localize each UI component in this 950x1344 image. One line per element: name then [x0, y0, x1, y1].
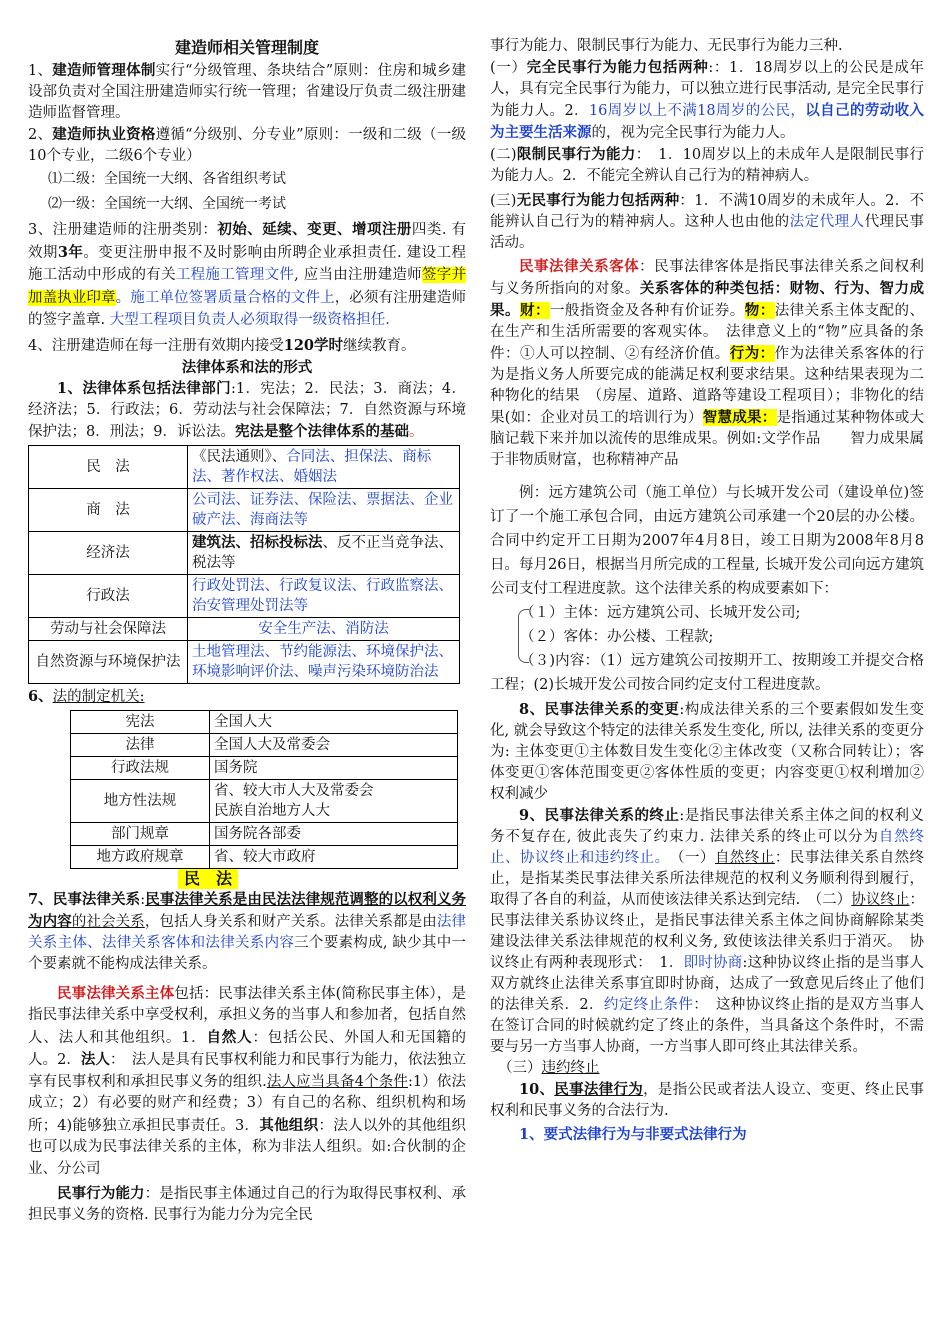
para-breach-termination: （三）违约终止 [498, 1060, 600, 1076]
law-list-cell: 《民法通则》、合同法、担保法、商标法、著作权法、婚姻法 [188, 445, 460, 488]
example-object: （２）客体：办公楼、工程款; [520, 629, 714, 645]
law-table-row [29, 531, 460, 574]
law-category-cell: 民 法 [29, 445, 188, 488]
law-table-row [29, 488, 460, 531]
para-education: 4、注册建造师在每一注册有效期内接受120学时继续教育。 [28, 336, 416, 354]
qualification-level-2: ⑴二级：全国统一大纲、各省组织考试 [48, 171, 286, 187]
law-form-cell: 地方性法规 [71, 779, 210, 822]
brace-mark [518, 609, 529, 663]
law-department-table [28, 445, 460, 684]
example-subject: （１）主体：远方建筑公司、长城开发公司; [520, 605, 801, 621]
para-no-capacity: (三)无民事行为能力包括两种：1．不满10周岁的未成年人。2．不能辨认自己行为的精神病人。这种人也由他的法定代理人代理民事活动。 [490, 192, 925, 251]
law-form-cell: 地方政府规章 [71, 845, 210, 868]
law-form-cell: 行政法规 [71, 756, 210, 779]
law-list-cell: 行政处罚法、行政复议法、行政监察法、治安管理处罚法等 [188, 574, 460, 617]
law-list-cell: 安全生产法、消防法 [188, 617, 460, 640]
law-maker-cell: 国务院各部委 [210, 822, 458, 845]
law-category-cell: 经济法 [29, 531, 188, 574]
law-form-cell: 宪法 [71, 710, 210, 733]
example-content: （３)内容：（1）远方建筑公司按期开工、按期竣工并提交合格工程；(2)长城开发公司按合同约定支付工程进度款。 [490, 653, 924, 693]
para-admin-system: 1、建造师管理体制实行“分级管理、条块结合”原则：住房和城乡建设部负责对全国注册建造师实行统一管理；省建设厅负责二级注册建造师监督管理。 [28, 62, 467, 121]
right-column [490, 0, 924, 1145]
law-list-cell: 公司法、证券法、保险法、票据法、企业破产法、海商法等 [188, 488, 460, 531]
section-heading-civil-law: 民 法 [178, 869, 238, 889]
para-example: 例：远方建筑公司（施工单位）与长城开发公司（建设单位)签订了一个施工承包合同，由远方建筑公司承建一个20层的办公楼。合同中约定开工日期为2007年4月8日，竣工日期为2008年8月8日。每月26日，根据当月所完成的工程量, 长城开发公司向远方建筑公司支付工程进度款。这个法律关系的构成要素如下： [490, 485, 924, 597]
law-list-cell: 建筑法、招标投标法、反不正当竞争法、税法等 [188, 531, 460, 574]
law-maker-cell: 全国人大及常委会 [210, 733, 458, 756]
law-maker-row [71, 710, 458, 733]
para-limited-capacity: (二)限制民事行为能力： 1．10周岁以上的未成年人是限制民事行为能力人。2．不能完全辨认自己行为的精神病人。 [490, 146, 924, 184]
qualification-level-1: ⑵一级：全国统一大纲、全国统一考试 [48, 196, 286, 212]
law-maker-row [71, 756, 458, 779]
para-law-makers: 6、法的制定机关: [28, 687, 145, 705]
law-form-cell: 法律 [71, 733, 210, 756]
para-relation-termination: 9、民事法律关系的终止:是指民事法律关系主体之间的权利义务不复存在, 彼此丧失了约束力. 法律关系的终止可以分为自然终止、协议终止和违约终止。 （一）自然终止：民事法律关系自然终止，是指某类民事法律关系所法律规范的权利义务顺利得到履行，取得了各自的利益，从而使该法律关系达到完结. （二）协议终止：民事法律关系协议终止，是指民事法律关系主体之间协商解除某类建设法律关系法律规范的权利义务, 致使该法律关系归于消灭。 协议终止有两种表现形式： 1．即时协商:这种协议终止指的是当事人双方就终止法律关系事宜即时协商，达成了一致意见后终止了他们的法律关系．2．约定终止条件： 这种协议终止指的是双方当事人在签订合同的时候就约定了终止的条件，当具备这个条件时，不需要与另一方当事人协商，一方当事人即可终止其法律关系。 [490, 807, 925, 1055]
section-heading-law-system: 法律体系和法的形式 [181, 358, 313, 376]
law-maker-cell: 省、较大市政府 [210, 845, 458, 868]
law-maker-row [71, 733, 458, 756]
law-table-row [29, 445, 460, 488]
law-table-row [29, 617, 460, 640]
para-law-departments: 1、法律体系包括法律部门:1．宪法；2．民法；3．商法；4．经济法；5．行政法；6．劳动法与社会保障法；7．自然资源与环境保护法；8．刑法；9．诉讼法。宪法是整个法律体系的基础。 [28, 379, 466, 440]
para-civil-capacity: 民事行为能力：是指民事主体通过自己的行为取得民事权利、承担民事义务的资格. 民事行为能力分为完全民 [28, 1185, 467, 1223]
law-maker-table [70, 710, 458, 869]
law-maker-cell: 省、较大市人大及常委会 民族自治地方人大 [210, 779, 458, 822]
para-qualification: 2、建造师执业资格遵循“分级别、分专业”原则：一级和二级（一级10个专业，二级6个专业） [28, 126, 467, 164]
law-form-cell: 部门规章 [71, 822, 210, 845]
para-relation-change: 8、民事法律关系的变更:构成法律关系的三个要素假如发生变化, 就会导致这个特定的法律关系发生变化, 所以, 法律关系的变更分为: 主体变更①主体数目发生变化②主体改变（又称合同转让）；客体变更①客体范围变更②客体性质的变更；内容变更①权利增加②权利减少 [490, 701, 925, 802]
para-civil-act: 10、民事法律行为，是指公民或者法人设立、变更、终止民事权利和民事义务的合法行为. [490, 1081, 925, 1119]
law-table-row [29, 640, 460, 683]
law-table-row [29, 574, 460, 617]
para-full-capacity: (一）完全民事行为能力包括两种:：1．18周岁以上的公民是成年人，具有完全民事行为能力，可以独立进行民事活动, 是完全民事行为能力人。2．16周岁以上不满18周岁的公民，以自己的劳动收入为主要生活来源的，视为完全民事行为能力人。 [490, 59, 925, 141]
law-category-cell: 商 法 [29, 488, 188, 531]
para-civil-subject: 民事法律关系主体包括：民事法律关系主体(简称民事主体），是指民事法律关系中享受权利，承担义务的当事人和参加者，包括自然人、法人和其他组织。1．自然人：包括公民、外国人和无国籍的人。2．法人： 法人是具有民事权利能力和民事行为能力，依法独立享有民事权利和承担民事义务的组织.法人应当具备4个条件:1）依法成立；2）有必要的财产和经费；3）有自己的名称、组织机构和场所；4)能够独立承担民事责任。3．其他组织：法人以外的其他组织也可以成为民事法律关系的主体，称为非法人组织。如:合伙制的企业、分公司 [28, 984, 467, 1177]
law-maker-cell: 国务院 [210, 756, 458, 779]
law-category-cell: 自然资源与环境保护法 [29, 640, 188, 683]
left-column [28, 0, 466, 1226]
law-category-cell: 劳动与社会保障法 [29, 617, 188, 640]
para-civil-object: 民事法律关系客体：民事法律客体是指民事法律关系之间权利与义务所指向的对象。关系客体的种类包括：财物、行为、智力成果。财：一般指资金及各种有价证券。物：法律关系主体支配的、在生产和生活所需要的客观实体。 法律意义上的“物”应具备的条件：①人可以控制、②有经济价值。行为：作为法律关系客体的行为是指义务人所要完成的能满足权利要求结果。这种结果表现为二种物化的结果 （房屋、道路、道路等建设工程项目）；非物化的结果(如：企业对员工的培训行为）智慧成果：是指通过某种物体或大脑记载下来并加以流传的思维成果。例如:文学作品 智力成果属于非物质财富，也称精神产品 [490, 258, 925, 468]
para-registration: 3、注册建造师的注册类别：初始、延续、变更、增项注册四类. 有效期3年。变更注册申报不及时影响由所聘企业承担责任. 建设工程施工活动中形成的有关工程施工管理文件, 应当由注册建造师签字并加盖执业印章。施工单位签署质量合格的文件上，必须有注册建造师的签字盖章. 大型工程项目负责人必须取得一级资格担任. [28, 221, 467, 328]
law-category-cell: 行政法 [29, 574, 188, 617]
law-maker-row [71, 779, 458, 822]
para-civil-relation: 7、民事法律关系:民事法律关系是由民法法律规范调整的以权利义务为内容的社会关系，包括人身关系和财产关系。法律关系都是由法律关系主体、法律关系客体和法律关系内容三个要素构成, 缺少其中一个要素就不能构成法律关系。 [28, 890, 467, 972]
para-formal-act-heading: 1、要式法律行为与非要式法律行为 [519, 1126, 747, 1143]
law-list-cell: 土地管理法、节约能源法、环境保护法、环境影响评价法、噪声污染环境防治法 [188, 640, 460, 683]
para-capacity-types: 事行为能力、限制民事行为能力、无民事行为能力三种. [490, 38, 843, 54]
doc-title: 建造师相关管理制度 [174, 38, 319, 57]
law-maker-cell: 全国人大 [210, 710, 458, 733]
law-maker-row [71, 822, 458, 845]
example-elements [490, 601, 924, 697]
law-maker-row [71, 845, 458, 868]
